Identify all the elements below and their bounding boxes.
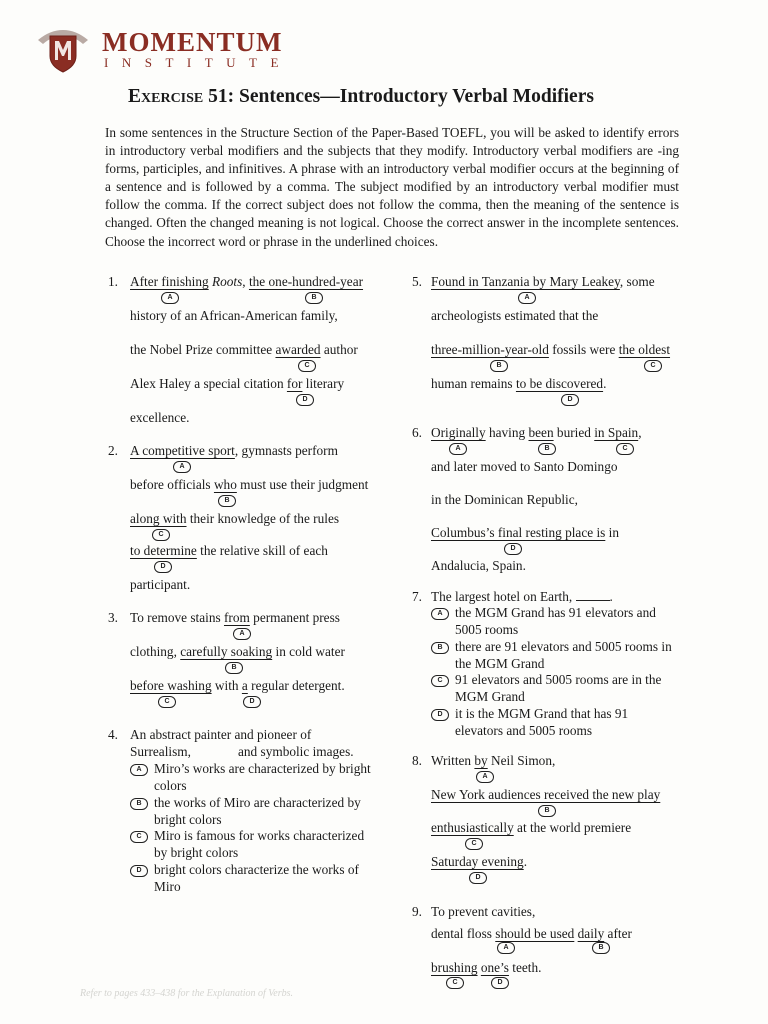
text: their knowledge of the rules [186,511,340,526]
choice-c-marker[interactable]: C [644,360,662,372]
choice-a-marker[interactable]: A [497,942,515,954]
text: the Nobel Prize committee [130,342,276,357]
question-line [130,610,340,626]
choice-b-text: daily [577,926,605,941]
text: permanent press [249,610,340,625]
choice-b-text: New York audiences received the new play [431,787,661,802]
choice-d-text: to be discovered [515,376,604,391]
text: human remains [431,376,516,391]
question-number: 7. [412,589,422,604]
question-line: An abstract painter and pioneer of [130,727,312,742]
question-number: 5. [412,274,422,289]
answer-blank [576,590,610,601]
text: at the world premiere [513,820,632,835]
question-line: excellence. [130,410,190,425]
text: The largest hotel on Earth, [431,589,573,604]
choice-c-marker[interactable]: C [431,675,449,687]
brand-name: MOMENTUM [102,27,283,57]
question-line [130,477,368,493]
choice-c-text: before washing [130,678,212,693]
choice-c-marker[interactable]: C [616,443,634,455]
choice-d-text: for [286,376,303,391]
question-line: and symbolic images. [238,744,354,759]
choice-c-marker[interactable]: C [298,360,316,372]
question-line: archeologists estimated that the [431,308,599,323]
choice-a-marker[interactable]: A [476,771,494,783]
question-line [130,376,344,392]
choice-d-marker[interactable]: D [130,865,148,877]
choice-a-marker[interactable]: A [449,443,467,455]
choice-c-text: brushing [431,960,478,975]
choice-c-marker[interactable]: C [130,831,148,843]
choice-c-marker[interactable]: C [465,838,483,850]
choice-a-text: A competitive sport [130,443,235,458]
choice-d-text: to determine [130,543,197,558]
text: having [485,425,529,440]
question-number: 2. [108,443,118,458]
question-line: Andalucia, Spain. [431,558,526,573]
choice-b-marker[interactable]: B [431,642,449,654]
choice-a-text: Originally [431,425,486,440]
choice-c-text: along with [130,511,187,526]
text: after [604,926,632,941]
text: Neil Simon, [487,753,556,768]
option-text: there are 91 elevators and 5005 rooms in the MGM Grand [455,639,672,671]
choice-a-text: After finishing [130,274,209,289]
choice-c-text: awarded [275,342,321,357]
question-line [431,342,670,358]
choice-a-marker[interactable]: A [233,628,251,640]
question-number: 9. [412,904,422,919]
text: in [605,525,619,540]
text: must use their judgment [236,477,369,492]
choice-a-text: should be used [495,926,575,941]
option-text: the MGM Grand has 91 elevators and 5005 rooms [455,605,656,637]
choice-a-marker[interactable]: A [431,608,449,620]
text: before officials [130,477,214,492]
instructions-paragraph: In some sentences in the Structure Section of the Paper-Based TOEFL, you will be asked to identify errors in introductory verbal modifiers and the subjects that they modify. Introductory verbal modifiers are -ing forms, participles, and infinitives. A phrase with an introductory verbal modifier occurs at the beginning of a sentence and is followed by a comma. The subject modified by an introductory verbal modifier must follow the comma. If the correct subject does not follow the comma, then the meaning of the sentence is changed. Often the changed meaning is not logical. Choose the correct answer in the incomplete sentences. Choose the incorrect word or phrase in the underlined choices. [105,125,679,249]
choice-b-marker[interactable]: B [592,942,610,954]
question-line: To prevent cavities, [431,904,536,919]
text: teeth. [508,960,542,975]
question-number: 3. [108,610,118,625]
question-line [431,787,660,803]
question-line [431,274,655,290]
choice-d-text: Columbus’s final resting place is [431,525,606,540]
choice-a-text: from [223,610,250,625]
institute-logo [36,26,90,74]
text: clothing, [130,644,181,659]
choice-d-text: Saturday evening [431,854,524,869]
text: Written [431,753,475,768]
text: in cold water [272,644,345,659]
text: author [320,342,358,357]
question-line [130,644,345,660]
choice-c-text: the oldest [618,342,671,357]
option-text: it is the MGM Grand that has 91 elevators and 5005 rooms [455,706,629,738]
text: literary [302,376,345,391]
question-line [431,589,613,605]
text: with [211,678,242,693]
choice-d-marker[interactable]: D [504,543,522,555]
question-line [431,820,631,836]
choice-d-marker[interactable]: D [296,394,314,406]
question-line [431,376,606,392]
option-text: Miro’s works are characterized by bright colors [154,761,371,793]
option-text: the works of Miro are characterized by bright colors [154,795,361,827]
choice-d-text: a [241,678,248,693]
question-line [130,274,363,290]
question-line [130,543,328,559]
text: . [609,589,613,604]
choice-d-text: one’s [480,960,509,975]
book-title-roots: Roots [212,274,243,289]
question-line [130,443,338,459]
title-exercise-word: Exercise [128,86,204,107]
text: regular detergent. [247,678,345,693]
question-line [431,960,541,976]
text: To remove stains [130,610,224,625]
choice-d-marker[interactable]: D [154,561,172,573]
question-line: Surrealism, [130,744,191,759]
page-title [128,86,594,108]
question-line [431,854,527,870]
question-line: participant. [130,577,191,592]
question-line: and later moved to Santo Domingo [431,459,618,474]
question-number: 1. [108,274,118,289]
choice-b-marker[interactable]: B [225,662,243,674]
brand-subtitle: INSTITUTE [104,55,292,70]
choice-d-marker[interactable]: D [431,709,449,721]
question-line: history of an African-American family, [130,308,338,323]
text: , gymnasts perform [234,443,338,458]
text: . [603,376,607,391]
choice-b-marker[interactable]: B [538,443,556,455]
question-line [431,753,555,769]
choice-c-text: enthusiastically [431,820,514,835]
footer-note: Refer to pages 433–438 for the Explanation of Verbs. [80,988,294,999]
choice-a-marker[interactable]: A [130,764,148,776]
choice-c-marker[interactable]: C [446,977,464,989]
choice-d-marker[interactable]: D [469,872,487,884]
question-line [130,511,339,527]
choice-a-text: Found in Tanzania by Mary Leakey [431,274,620,289]
question-line [130,678,345,694]
choice-c-marker[interactable]: C [152,529,170,541]
comma: , [242,274,246,289]
option-text: Miro is famous for works characterized by bright colors [154,828,365,860]
text: dental floss [431,926,496,941]
text: fossils were [548,342,619,357]
choice-a-text: by [474,753,488,768]
choice-b-text: carefully soaking [180,644,273,659]
text: , some [619,274,655,289]
choice-d-marker[interactable]: D [491,977,509,989]
choice-b-text: three-million-year-old [431,342,549,357]
choice-b-text: who [213,477,237,492]
text: buried [553,425,595,440]
choice-b-marker[interactable]: B [490,360,508,372]
question-number: 6. [412,425,422,440]
option-text: bright colors characterize the works of Miro [154,862,359,894]
choice-a-marker[interactable]: A [173,461,191,473]
text: , [638,425,642,440]
choice-b-marker[interactable]: B [305,292,323,304]
text: the relative skill of each [196,543,328,558]
question-line [431,525,619,541]
question-line [431,425,642,441]
question-number: 4. [108,727,118,742]
choice-d-marker[interactable]: D [561,394,579,406]
choice-b-marker[interactable]: B [218,495,236,507]
title-text: 51: Sentences—Introductory Verbal Modifiers [203,86,594,107]
choice-b-text: the one-hundred-year [248,274,364,289]
choice-d-marker[interactable]: D [243,696,261,708]
choice-c-text: in Spain [594,425,639,440]
text: Alex Haley a special citation [130,376,287,391]
choice-b-text: been [528,425,554,440]
question-line [431,926,632,942]
choice-b-marker[interactable]: B [130,798,148,810]
choice-c-marker[interactable]: C [158,696,176,708]
choice-a-marker[interactable]: A [161,292,179,304]
question-number: 8. [412,753,422,768]
choice-b-marker[interactable]: B [538,805,556,817]
question-line: in the Dominican Republic, [431,492,578,507]
choice-a-marker[interactable]: A [518,292,536,304]
option-text: 91 elevators and 5005 rooms are in the MGM Grand [455,672,662,704]
text: . [523,854,528,869]
question-line [130,342,358,358]
